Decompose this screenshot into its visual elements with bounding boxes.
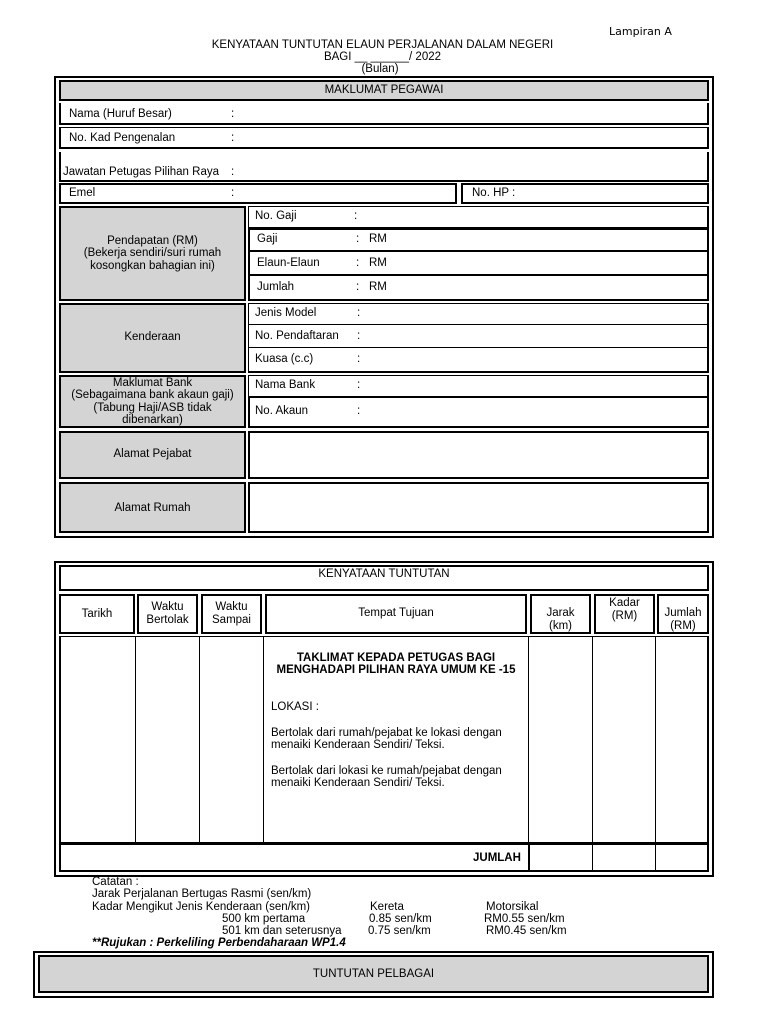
col-header-date-text: Tarikh (81, 607, 113, 620)
annex-label: Lampiran A (609, 25, 672, 38)
claims-divider-date (135, 636, 136, 843)
total-amount-cell[interactable] (656, 843, 708, 872)
claims-divider-depart (199, 636, 200, 843)
allowance-label: Elaun-Elaun (257, 257, 320, 269)
entry-location: LOKASI : (271, 701, 319, 713)
notes-reference: **Rujukan : Perkeliling Perbendaharaan WP1.4 (92, 937, 346, 949)
col-header-rate-line2: (RM) (611, 610, 638, 622)
bank-name-label: Nama Bank (255, 379, 316, 391)
position-label: Jawatan Petugas Pilihan Raya (63, 166, 219, 178)
col-header-distance (530, 594, 591, 634)
claims-divider-distance (592, 636, 593, 843)
notes-tier1: 500 km pertama (222, 913, 306, 925)
col-header-arrive-line1: Waktu (215, 601, 248, 613)
misc-section-title: TUNTUTAN PELBAGAI (312, 968, 435, 980)
notes-tier2-car: 0.75 sen/km (368, 925, 431, 937)
bank-note-3: dibenarkan) (122, 414, 183, 426)
salary-row[interactable] (248, 228, 709, 252)
entry-title-line1: TAKLIMAT KEPADA PETUGAS BAGI (296, 652, 496, 664)
income-note-1: (Bekerja sendiri/suri rumah (83, 247, 222, 259)
col-header-amount-line1: Jumlah (664, 607, 702, 619)
home-address-field[interactable] (248, 482, 709, 533)
col-header-rate (594, 594, 655, 634)
claims-total-row (59, 843, 709, 872)
employee-section-title: MAKLUMAT PEGAWAI (324, 84, 444, 96)
notes-moto-header: Motorsikal (486, 901, 539, 913)
vehicle-power-row[interactable] (248, 348, 709, 373)
col-header-destination-text: Tempat Tujuan (358, 607, 434, 619)
vehicle-title: Kenderaan (124, 331, 181, 343)
notes-tier1-moto: RM0.55 sen/km (484, 913, 565, 925)
entry-return-line1: Bertolak dari lokasi ke rumah/pejabat dengan (271, 765, 502, 777)
vehicle-model-label: Jenis Model (255, 307, 317, 319)
col-header-rate-line1: Kadar (609, 597, 640, 609)
account-no-label: No. Akaun (255, 405, 309, 417)
col-header-date (59, 594, 135, 634)
allowance-colon: : (356, 257, 360, 269)
claims-divider-rate (655, 636, 656, 843)
entry-return-line2: menaiki Kenderaan Sendiri/ Teksi. (271, 777, 445, 789)
notes-tier2-moto: RM0.45 sen/km (486, 925, 567, 937)
income-note-2: kosongkan bahagian ini) (90, 260, 215, 272)
income-title: Pendapatan (RM) (107, 235, 198, 247)
bank-note-2: (Tabung Haji/ASB tidak (93, 402, 212, 414)
phone-label: No. HP : (472, 187, 516, 199)
income-total-row[interactable] (248, 276, 709, 301)
home-address-label: Alamat Rumah (114, 502, 191, 514)
name-colon: : (231, 108, 235, 120)
entry-title-line2: MENGHADAPI PILIHAN RAYA UMUM KE -15 (276, 664, 516, 676)
notes-tier1-car: 0.85 sen/km (369, 913, 432, 925)
col-header-depart (137, 594, 198, 634)
account-no-row[interactable] (248, 397, 709, 428)
col-header-arrive-line2: Sampai (212, 614, 251, 626)
name-label: Nama (Huruf Besar) (69, 108, 172, 120)
claims-total-label: JUMLAH (473, 852, 521, 864)
vehicle-registration-label: No. Pendaftaran (255, 330, 339, 342)
col-header-destination (265, 594, 527, 634)
salary-label: Gaji (257, 233, 278, 245)
bank-title: Maklumat Bank (112, 377, 193, 389)
allowance-currency: RM (369, 257, 387, 269)
position-colon: : (231, 166, 235, 178)
notes-tier2: 501 km dan seterusnya (222, 925, 342, 937)
ic-colon: : (231, 132, 235, 144)
vehicle-power-colon: : (357, 353, 361, 365)
salary-no-row[interactable] (248, 206, 709, 228)
col-header-distance-line2: (km) (549, 620, 572, 632)
bank-note-1: (Sebagaimana bank akaun gaji) (71, 389, 234, 401)
total-distance-cell[interactable] (529, 843, 592, 872)
income-total-colon: : (356, 281, 360, 293)
entry-outbound-line1: Bertolak dari rumah/pejabat ke lokasi dengan (271, 727, 502, 739)
salary-no-label: No. Gaji (255, 210, 297, 222)
total-divider-rate (592, 843, 593, 872)
bank-name-row[interactable] (248, 375, 709, 397)
notes-title: Catatan : (92, 876, 139, 888)
col-header-distance-line1: Jarak (546, 607, 575, 619)
vehicle-model-row[interactable] (248, 303, 709, 325)
col-header-amount-line2: (RM) (670, 620, 696, 632)
notes-line2: Kadar Mengikut Jenis Kenderaan (sen/km) (92, 901, 310, 913)
entry-outbound-line2: menaiki Kenderaan Sendiri/ Teksi. (271, 739, 445, 751)
email-label: Emel (69, 187, 96, 199)
income-total-currency: RM (369, 281, 387, 293)
notes-line1: Jarak Perjalanan Bertugas Rasmi (sen/km) (92, 888, 312, 900)
account-no-colon: : (357, 405, 361, 417)
period-year: / 2022 (409, 51, 442, 63)
office-address-field[interactable] (248, 431, 709, 479)
salary-currency: RM (369, 233, 387, 245)
income-total-label: Jumlah (257, 281, 295, 293)
claims-divider-arrive (263, 636, 264, 843)
email-colon: : (231, 187, 235, 199)
bank-name-colon: : (357, 379, 361, 391)
salary-colon: : (356, 233, 360, 245)
notes-car-header: Kereta (370, 901, 404, 913)
col-header-arrive (201, 594, 262, 634)
ic-label: No. Kad Pengenalan (69, 132, 176, 144)
col-header-amount (657, 594, 709, 634)
month-hint: (Bulan) (361, 63, 399, 75)
month-blank[interactable]: __ ______ (354, 51, 410, 63)
vehicle-model-colon: : (357, 307, 361, 319)
form-title: KENYATAAN TUNTUTAN ELAUN PERJALANAN DALAM NEGERI (211, 39, 554, 51)
col-header-depart-line1: Waktu (151, 601, 184, 613)
claims-section-title: KENYATAAN TUNTUTAN (318, 568, 450, 580)
office-address-label: Alamat Pejabat (113, 448, 192, 460)
vehicle-registration-colon: : (357, 330, 361, 342)
period-prefix: BAGI (323, 51, 352, 63)
col-header-depart-line2: Bertolak (146, 614, 189, 626)
claims-divider-destination (528, 636, 529, 843)
vehicle-power-label: Kuasa (c.c) (255, 353, 314, 365)
salary-no-colon: : (354, 210, 358, 222)
email-field[interactable] (59, 183, 457, 204)
